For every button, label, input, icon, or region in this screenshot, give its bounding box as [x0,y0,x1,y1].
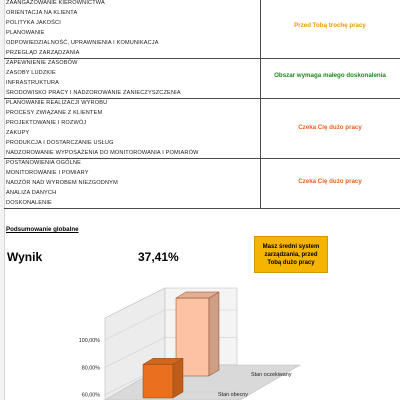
status-badge[interactable]: Obszar wymaga małego doskonalenia [274,72,386,79]
list-item[interactable]: PRODUKCJA I DOSTARCZANIE USŁUG [6,140,114,146]
result-label: Wynik [7,250,43,264]
result-callout[interactable] [254,236,328,273]
list-item[interactable]: PROCESY ZWIĄZANE Z KLIENTEM [6,110,103,116]
y-tick-label: 100,00% [78,338,100,344]
list-item[interactable]: ZAKUPY [6,130,30,136]
section-items-column [4,98,261,158]
list-item[interactable]: ORIENTACJA NA KLIENTA [6,10,78,16]
list-item[interactable]: PLANOWANIE [6,30,45,36]
section-items-column [4,58,261,98]
list-item[interactable]: PRZEGLĄD ZARZĄDZANIA [6,50,80,56]
list-item[interactable]: INFRASTRUKTURA [6,80,60,86]
result-value[interactable]: 37,41% [138,250,179,264]
section-items-column [4,158,261,208]
list-item[interactable]: PLANOWANIE REALIZACJI WYROBU [6,100,108,106]
list-item[interactable]: ŚRODOWISKO PRACY I NADZOROWANIE ZANIECZYSZCZENIA [6,90,181,96]
x-category-label: Stan oczekiwany [251,372,292,378]
bar-side-0[interactable] [173,358,183,398]
assessment-table [4,0,400,208]
bar-front-0[interactable] [143,364,173,398]
x-category-label: Stan obecny [218,392,248,398]
table-section-management [4,0,400,59]
list-item[interactable]: NADZÓR NAD WYROBEM NIEZGODNYM [6,180,118,186]
list-item[interactable]: ZAPEWNIENIE ZASOBÓW [6,60,78,66]
list-item[interactable]: ANALIZA DANYCH [6,190,57,196]
list-item[interactable]: NADZOROWANIE WYPOSAŻENIA DO MONITOROWANIA I POMIARÓW [6,150,199,156]
table-section-measurement [4,158,400,209]
list-item[interactable]: ZASOBY LUDZKIE [6,70,56,76]
summary-title: Podsumowanie globalne [6,226,79,233]
table-section-product [4,98,400,159]
status-badge[interactable]: Przed Tobą trochę pracy [294,22,366,29]
list-item[interactable]: ZAANGAŻOWANIE KIEROWNICTWA [6,0,105,6]
list-item[interactable]: POSTANOWIENIA OGÓLNE [6,160,82,166]
y-tick-label: 80,00% [81,365,100,372]
status-badge[interactable]: Czeka Cię dużo pracy [298,124,362,131]
result-chart[interactable] [0,280,400,400]
list-item[interactable]: ODPOWIEDZIALNOŚĆ, UPRAWNIENIA I KOMUNIKACJA [6,40,159,46]
list-item[interactable]: MONITOROWANIE I POMIARY [6,170,89,176]
list-item[interactable]: PROJEKTOWANIE I ROZWÓJ [6,120,87,126]
bar-side-1[interactable] [209,292,219,376]
table-section-resources [4,58,400,99]
section-items-column [4,0,261,58]
list-item[interactable]: DOSKONALENIE [6,200,52,206]
status-badge[interactable]: Czeka Cię dużo pracy [298,178,362,185]
callout-text: Masz średni system zarządzania, przed Tobą dużo pracy [262,243,320,266]
list-item[interactable]: POLITYKA JAKOŚCI [6,20,61,26]
y-tick-label: 60,00% [81,392,100,399]
chart-y-ticks [79,338,100,400]
